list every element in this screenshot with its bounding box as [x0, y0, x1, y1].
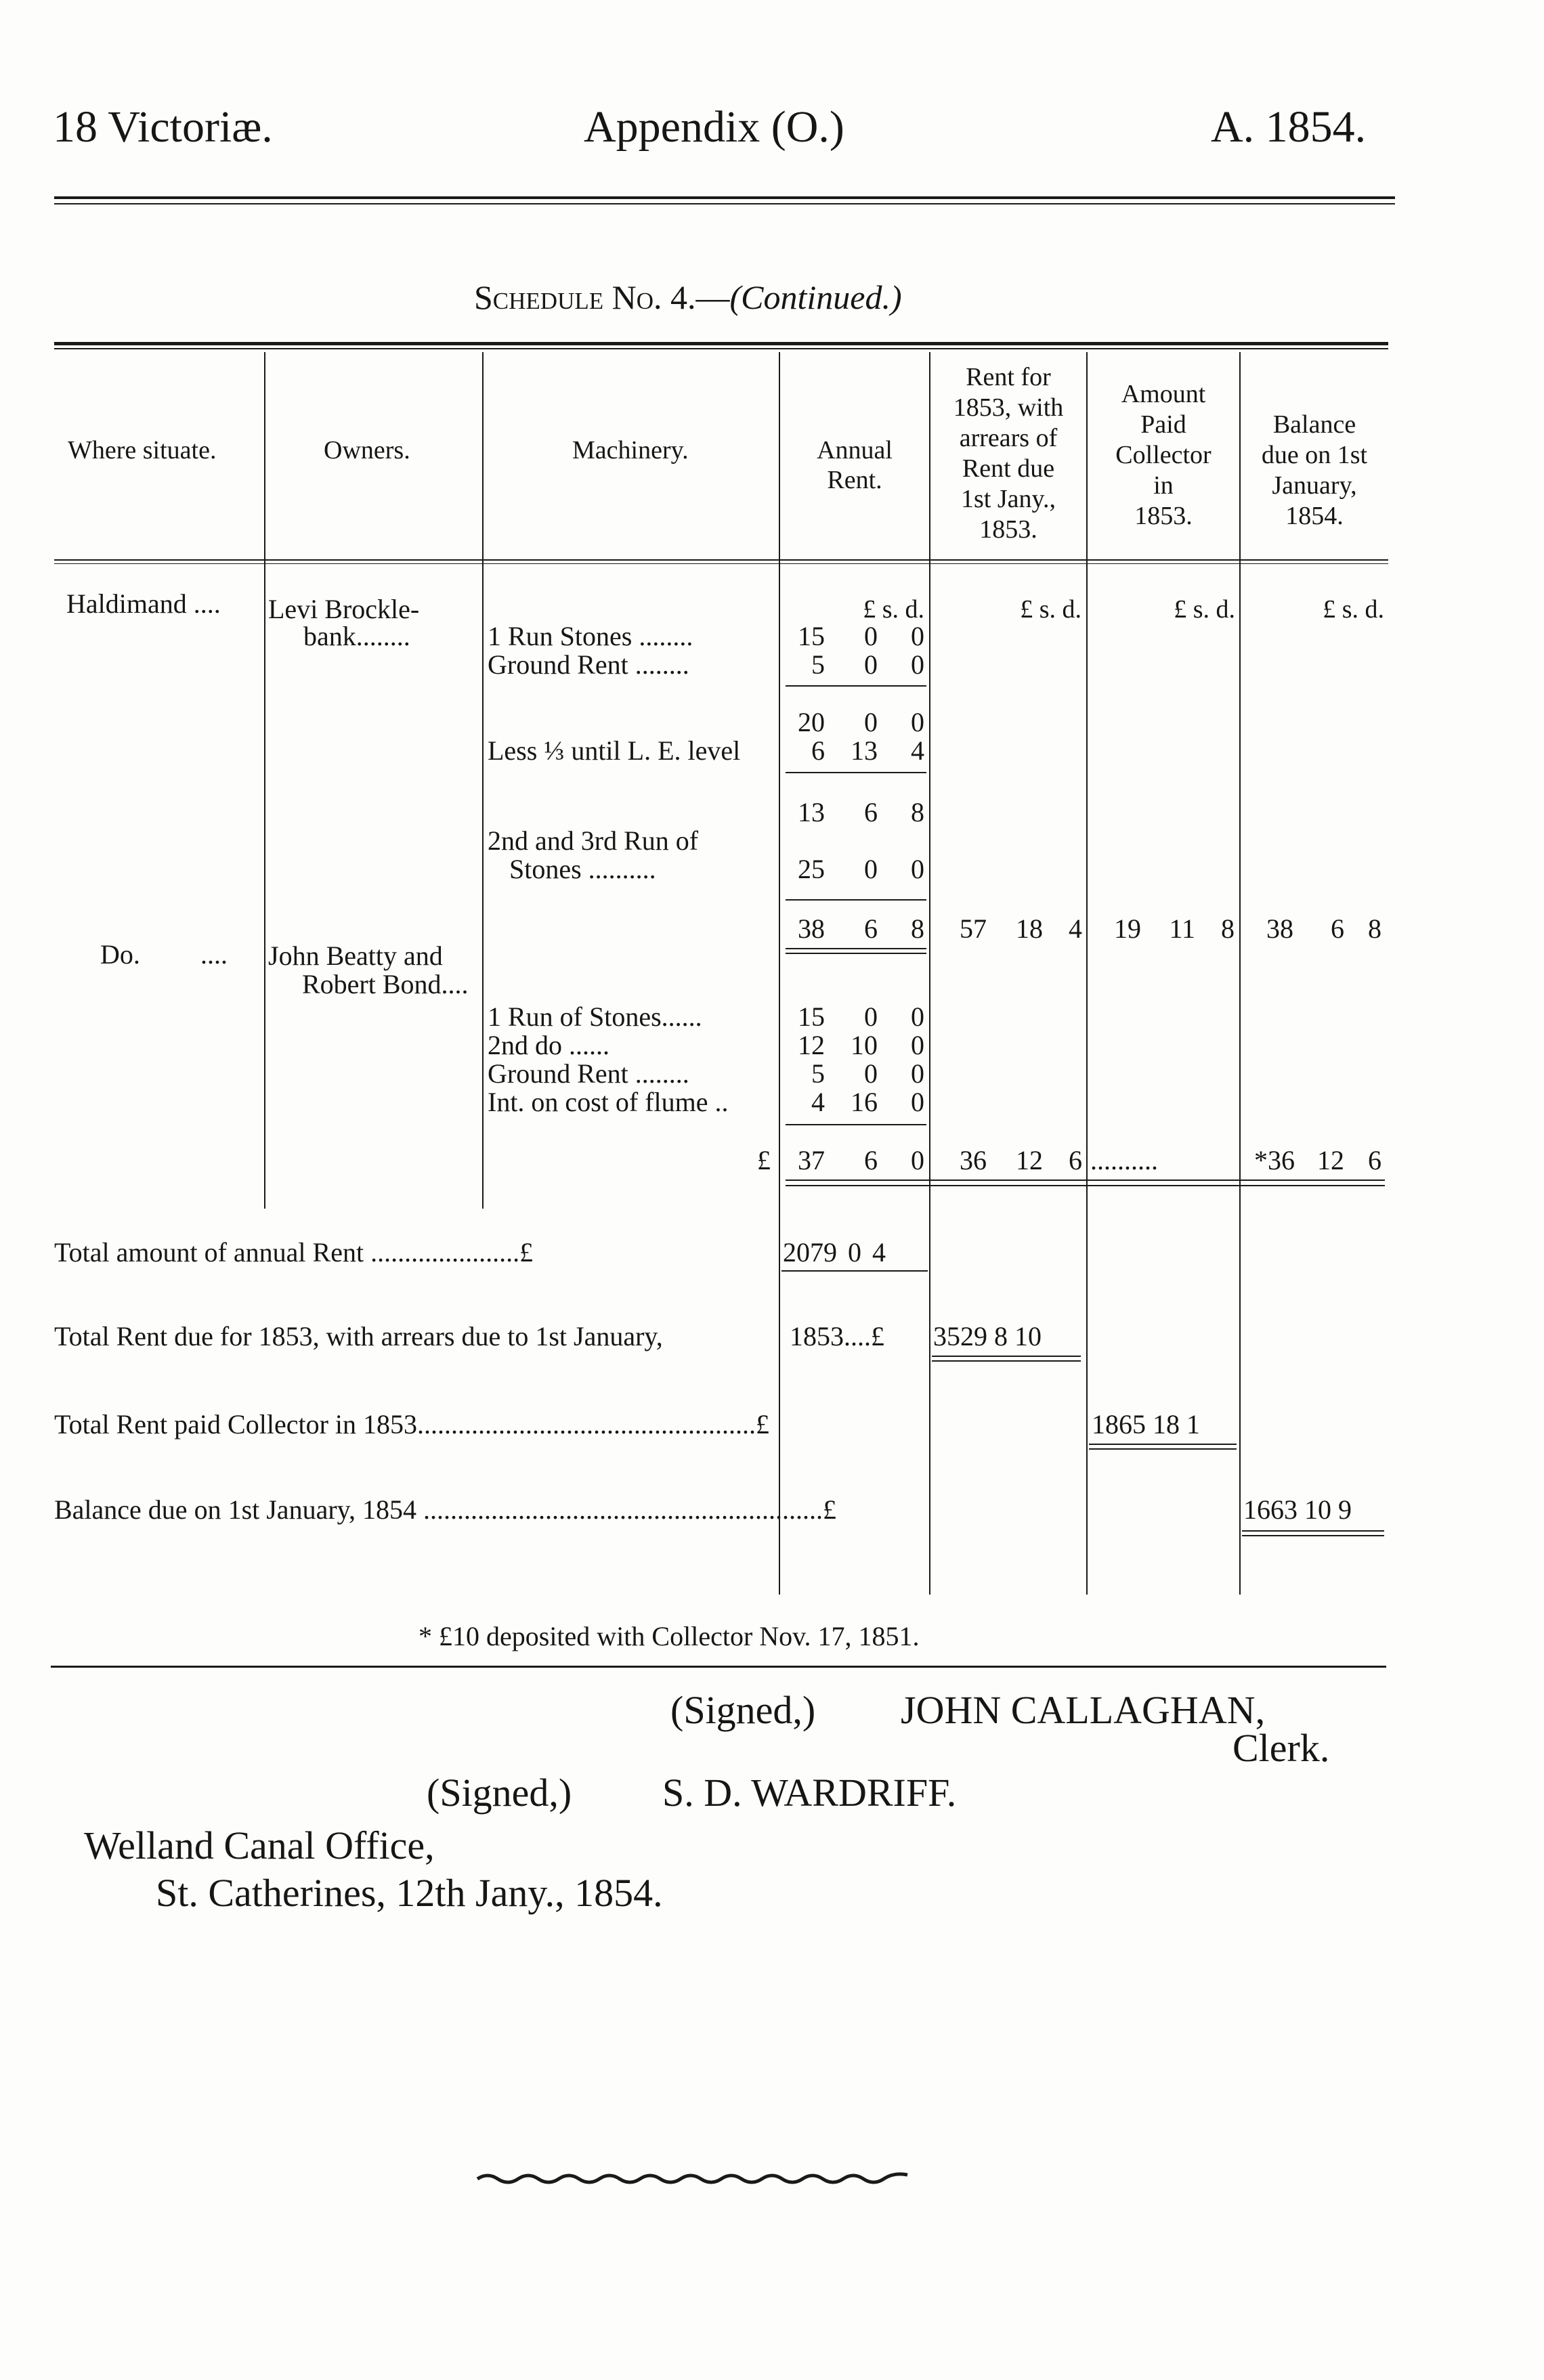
- total-rent-label-2: 1853....£: [790, 1321, 884, 1351]
- schedule-title: Schedule No. 4.—(Continued.): [474, 278, 902, 316]
- entry2-owner-1: John Beatty and: [268, 940, 443, 971]
- entry2-item-3-label: Ground Rent ........: [488, 1058, 689, 1089]
- header-bottom-rule-2: [54, 563, 1388, 564]
- lsd-header-balance: £ s. d.: [1323, 595, 1384, 624]
- entry2-where: Do.: [100, 939, 140, 970]
- lsd-header-annual: £ s. d.: [863, 595, 924, 624]
- office-line-1: Welland Canal Office,: [84, 1823, 435, 1867]
- entry2-paid-dots: ..........: [1090, 1145, 1158, 1175]
- total-annual-label: Total amount of annual Rent ......................£: [54, 1237, 534, 1268]
- total-paid-rule-a: [1089, 1444, 1237, 1445]
- total-rent-value: 3529 8 10: [933, 1321, 1042, 1351]
- entry1-extra-label-2: Stones ..........: [509, 854, 656, 884]
- office-line-2: St. Catherines, 12th Jany., 1854.: [156, 1871, 663, 1915]
- balance-due-value: 1663 10 9: [1243, 1494, 1352, 1525]
- lsd-header-rent: £ s. d.: [1020, 595, 1081, 624]
- total-annual-rule: [781, 1270, 928, 1272]
- annual-total-rule-1b: [786, 948, 926, 949]
- annual-total-rule-2: [786, 1124, 926, 1125]
- annual-subtotal-rule-2: [786, 772, 926, 773]
- entry1-item-1-label: 1 Run Stones ........: [488, 621, 693, 651]
- entry1-less-label: Less ⅓ until L. E. level: [488, 735, 741, 766]
- entry2-total-rule-a: [786, 1180, 1385, 1181]
- signed1-prefix: (Signed,): [670, 1688, 816, 1732]
- balance-due-rule-b: [1242, 1535, 1384, 1536]
- col-header-owners: Owners.: [324, 436, 410, 464]
- header-right: A. 1854.: [1211, 102, 1367, 152]
- total-paid-rule-b: [1089, 1448, 1237, 1450]
- balance-due-rule-a: [1242, 1530, 1384, 1532]
- annual-total-rule-1c: [786, 953, 926, 954]
- col-header-rent1853: Rent for 1853, with arrears of Rent due 1st Jany., 1853.: [953, 363, 1064, 544]
- col-divider-1: [264, 352, 265, 1209]
- annual-total-rule-1: [786, 899, 926, 901]
- signed2-prefix: (Signed,): [427, 1771, 572, 1815]
- entry2-total-rule-b: [786, 1185, 1385, 1186]
- col-header-balance: Balance due on 1st January, 1854.: [1261, 410, 1368, 530]
- col-divider-5: [1086, 352, 1088, 1595]
- table-top-rule: [54, 342, 1388, 345]
- header-rule-bottom: [54, 203, 1395, 204]
- entry2-owner-2: Robert Bond....: [302, 969, 469, 999]
- entry1-owner-1: Levi Brockle-: [268, 594, 420, 624]
- entry2-where-dots: ....: [200, 939, 228, 970]
- footnote-rule: [51, 1666, 1386, 1668]
- col-divider-6: [1239, 352, 1241, 1595]
- col-divider-2: [482, 352, 484, 1209]
- total-paid-value: 1865 18 1: [1092, 1409, 1200, 1440]
- header-rule-top: [54, 196, 1395, 199]
- total-paid-label: Total Rent paid Collector in 1853..................................................£: [54, 1409, 769, 1440]
- entry2-item-4-label: Int. on cost of flume ..: [488, 1087, 729, 1117]
- total-rent-rule-a: [932, 1356, 1081, 1357]
- footnote: * £10 deposited with Collector Nov. 17, 1851.: [419, 1621, 920, 1651]
- signed2-name: S. D. WARDRIFF.: [662, 1771, 957, 1815]
- decorative-tailpiece: [474, 2167, 914, 2187]
- balance-due-label: Balance due on 1st January, 1854 ...........................................................£: [54, 1494, 837, 1525]
- header-bottom-rule: [54, 559, 1388, 561]
- header-center: Appendix (O.): [584, 102, 844, 152]
- entry1-where: Haldimand ....: [66, 588, 221, 619]
- header-left: 18 Victoriæ.: [53, 102, 273, 152]
- col-header-machinery: Machinery.: [572, 436, 689, 464]
- entry2-item-2-label: 2nd do ......: [488, 1030, 609, 1060]
- entry1-item-2-label: Ground Rent ........: [488, 649, 689, 680]
- entry1-extra-label-1: 2nd and 3rd Run of: [488, 825, 699, 856]
- col-divider-3: [779, 352, 780, 1595]
- total-annual-value: 2079 0 4: [783, 1237, 886, 1268]
- annual-subtotal-rule-1: [786, 685, 926, 687]
- total-rent-label: Total Rent due for 1853, with arrears due to 1st January,: [54, 1321, 663, 1351]
- entry2-total-sign: £: [757, 1145, 771, 1175]
- signed1-title: Clerk.: [1232, 1726, 1330, 1770]
- col-header-annual: Annual Rent.: [817, 436, 893, 494]
- table-top-rule-2: [54, 348, 1388, 349]
- entry2-item-1-label: 1 Run of Stones......: [488, 1001, 702, 1032]
- signed1-name: JOHN CALLAGHAN,: [901, 1688, 1266, 1732]
- lsd-header-paid: £ s. d.: [1174, 595, 1235, 624]
- total-rent-rule-b: [932, 1360, 1081, 1362]
- col-header-where: Where situate.: [68, 436, 217, 464]
- col-header-paid: Amount Paid Collector in 1853.: [1115, 380, 1211, 530]
- entry1-owner-2: bank........: [303, 621, 410, 651]
